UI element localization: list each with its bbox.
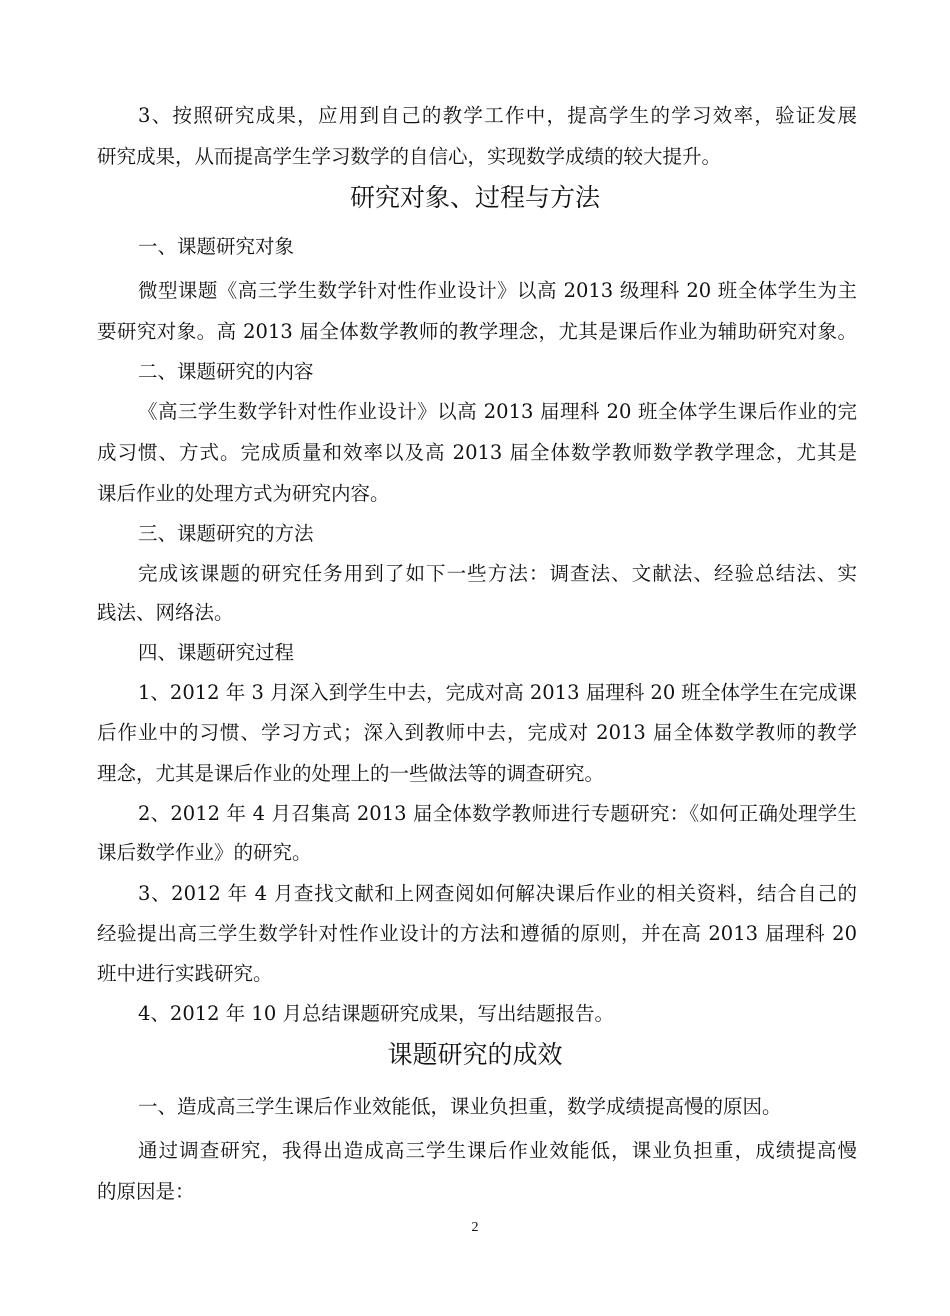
paragraph-line: 完成该课题的研究任务用到了如下一些方法：调查法、文献法、经验总结法、实 [138, 562, 857, 585]
paragraph-line: 4、2012 年 10 月总结课题研究成果，写出结题报告。 [138, 1002, 614, 1025]
section-heading: 研究对象、过程与方法 [349, 183, 600, 212]
paragraph-line: 微型课题《高三学生数学针对性作业设计》以高 2013 级理科 20 班全体学生为主 [138, 279, 857, 302]
paragraph-line: 《高三学生数学针对性作业设计》以高 2013 届理科 20 班全体学生课后作业的完 [138, 400, 857, 423]
paragraph-line: 研究成果，从而提高学生学习数学的自信心，实现数学成绩的较大提升。 [97, 145, 722, 168]
subsection-title: 一、造成高三学生课后作业效能低，课业负担重，数学成绩提高慢的原因。 [138, 1095, 782, 1118]
paragraph-line: 2、2012 年 4 月召集高 2013 届全体数学教师进行专题研究：《如何正确处理学生 [138, 802, 857, 825]
paragraph-line: 班中进行实践研究。 [97, 962, 273, 985]
paragraph-line: 的原因是： [97, 1180, 195, 1203]
subsection-title: 二、课题研究的内容 [138, 360, 314, 383]
subsection-title: 三、课题研究的方法 [138, 522, 314, 545]
paragraph-line: 成习惯、方式。完成质量和效率以及高 2013 届全体数学教师数学教学理念，尤其是 [97, 441, 857, 464]
subsection-title: 四、课题研究过程 [138, 641, 295, 664]
paragraph-line: 要研究对象。高 2013 届全体数学教师的教学理念，尤其是课后作业为辅助研究对象。 [97, 320, 857, 343]
paragraph-line: 3、2012 年 4 月查找文献和上网查阅如何解决课后作业的相关资料，结合自己的 [138, 882, 857, 905]
paragraph-line: 理念，尤其是课后作业的处理上的一些做法等的调查研究。 [97, 762, 605, 785]
paragraph-line: 后作业中的习惯、学习方式；深入到教师中去，完成对 2013 届全体数学教师的教学 [97, 721, 857, 744]
paragraph-line: 3、按照研究成果，应用到自己的教学工作中，提高学生的学习效率，验证发展 [138, 104, 857, 127]
paragraph-line: 通过调查研究，我得出造成高三学生课后作业效能低，课业负担重，成绩提高慢 [138, 1139, 857, 1162]
paragraph-line: 课后作业的处理方式为研究内容。 [97, 482, 390, 505]
paragraph-line: 经验提出高三学生数学针对性作业设计的方法和遵循的原则，并在高 2013 届理科 20 [97, 922, 857, 945]
page-number: 2 [471, 1220, 479, 1235]
paragraph-line: 课后数学作业》的研究。 [97, 841, 312, 864]
section-heading: 课题研究的成效 [387, 1040, 563, 1069]
paragraph-line: 1、2012 年 3 月深入到学生中去，完成对高 2013 届理科 20 班全体学生在完成课 [138, 681, 857, 704]
subsection-title: 一、课题研究对象 [138, 235, 295, 258]
paragraph-line: 践法、网络法。 [97, 601, 234, 624]
